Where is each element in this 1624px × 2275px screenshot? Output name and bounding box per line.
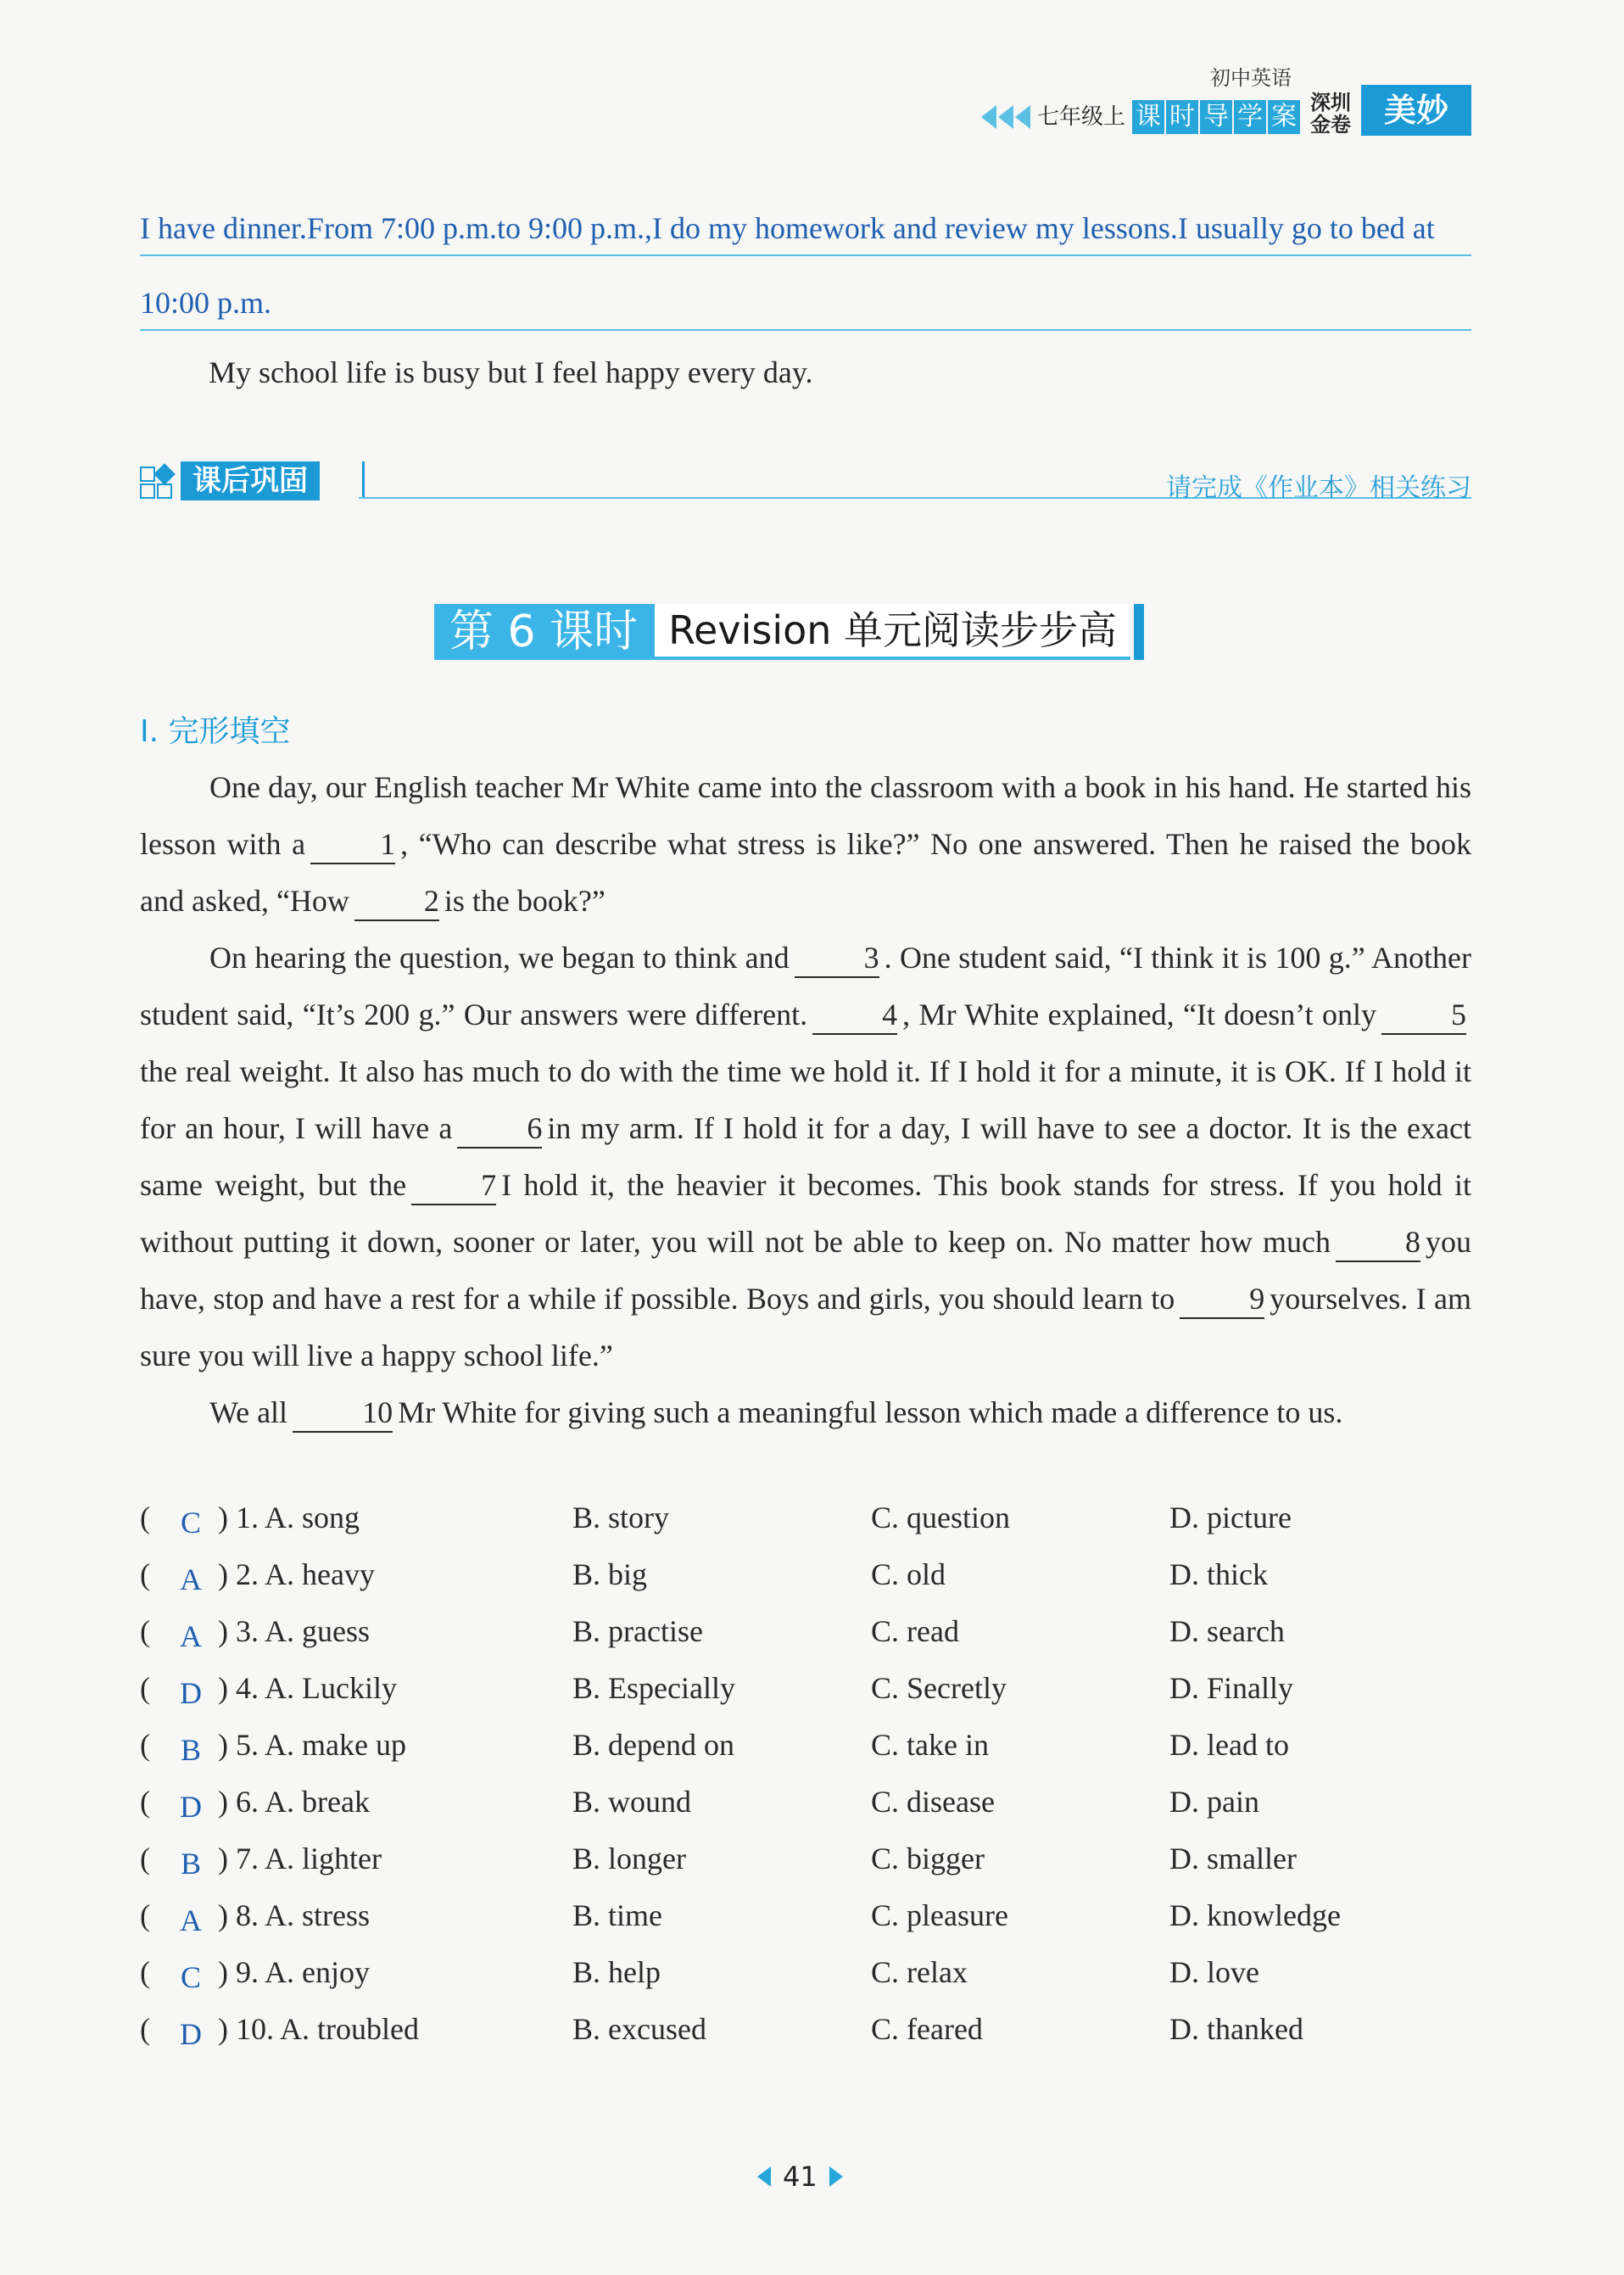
open-paren: ( (140, 1842, 150, 1875)
option-c: C. question (871, 1501, 1011, 1534)
header-arrows-icon (981, 105, 1030, 129)
lesson-number: 第 6 课时 (434, 604, 655, 660)
option-c: C. Secretly (871, 1671, 1007, 1705)
lesson-name: Revision 单元阅读步步高 (655, 604, 1130, 660)
question-row (140, 1720, 1497, 1777)
blank: 5 (1381, 996, 1466, 1035)
question-row (140, 1493, 1497, 1550)
page-header (981, 66, 1471, 137)
series-char: 案 (1268, 100, 1300, 134)
passage-text: in my arm. If I hold it for a day, I will have to see a doctor. It is the exact same weight, but the (140, 1111, 1471, 1202)
passage-text: . One student said, “I think it is 100 g.” Another student said, “It’s 200 g.” Our answers were different. (140, 941, 1472, 1031)
option-a: ) 5. A. make up (218, 1728, 406, 1762)
passage-paragraph (140, 1384, 1471, 1441)
option-c: C. disease (871, 1785, 995, 1819)
answer-mark: C (180, 1960, 201, 1994)
city-label (1303, 92, 1358, 136)
city-line-2: 金卷 (1310, 113, 1351, 137)
option-b: B. Especially (572, 1671, 735, 1705)
blank: 1 (310, 825, 395, 864)
open-paren: ( (140, 1955, 150, 1989)
option-d: D. lead to (1169, 1728, 1289, 1762)
passage-text: is the book?” (444, 884, 606, 918)
question-row (140, 1663, 1497, 1720)
open-paren: ( (140, 1898, 150, 1932)
option-a: ) 4. A. Luckily (218, 1671, 397, 1705)
open-paren: ( (140, 1501, 150, 1534)
option-d: D. knowledge (1169, 1898, 1341, 1932)
option-d: D. thanked (1169, 2012, 1303, 2046)
option-c: C. read (871, 1614, 959, 1648)
option-d: D. love (1169, 1955, 1259, 1989)
blank: 4 (812, 996, 897, 1035)
answer-mark: A (180, 1619, 202, 1653)
option-b: B. help (572, 1955, 661, 1989)
option-b: B. wound (572, 1785, 692, 1819)
page-number-text: 41 (783, 2160, 818, 2193)
prev-page-icon (757, 2166, 771, 2187)
blank: 8 (1336, 1223, 1420, 1262)
section-divider (362, 461, 365, 499)
passage-text: , Mr White explained, “It doesn’t only (902, 998, 1377, 1031)
option-b: B. excused (572, 2012, 706, 2046)
exercise-heading: I. 完形填空 (140, 714, 291, 749)
options-list (140, 1493, 1497, 2061)
option-a: ) 3. A. guess (218, 1614, 370, 1648)
city-line-1: 深圳 (1310, 91, 1351, 115)
question-row (140, 1834, 1497, 1891)
answer-mark: A (180, 1903, 202, 1937)
passage-paragraph (140, 759, 1471, 930)
option-a: ) 8. A. stress (218, 1898, 370, 1932)
lesson-title (434, 604, 1144, 660)
passage-text: I hold it, the heavier it becomes. This book stands for stress. If you hold it without putting it down, sooner or later, you will not be able to keep on. No matter how much (140, 1168, 1471, 1259)
passage-text: you have, stop and have a rest for a while if possible. Boys and girls, you should learn to (140, 1225, 1471, 1316)
option-d: D. search (1169, 1614, 1285, 1648)
option-a: ) 2. A. heavy (218, 1557, 375, 1591)
passage-text: We all (209, 1395, 288, 1429)
lesson-end-bar (1134, 604, 1144, 660)
question-row (140, 1777, 1497, 1834)
closing-sentence: My school life is busy but I feel happy every day. (209, 355, 813, 389)
question-row (140, 1891, 1497, 1948)
answer-mark: B (180, 1733, 201, 1767)
option-b: B. longer (572, 1842, 686, 1875)
option-c: C. bigger (871, 1842, 985, 1875)
open-paren: ( (140, 1671, 150, 1705)
answer-mark: A (180, 1562, 202, 1596)
city-stack (1210, 66, 1358, 137)
option-b: B. story (572, 1501, 670, 1534)
option-b: B. time (572, 1898, 662, 1932)
open-paren: ( (140, 1557, 150, 1591)
blank: 9 (1180, 1280, 1264, 1319)
option-a: ) 7. A. lighter (218, 1842, 382, 1875)
option-d: D. Finally (1169, 1671, 1294, 1705)
option-a: ) 10. A. troubled (218, 2012, 419, 2046)
blank: 3 (795, 939, 879, 978)
grade-label: 七年级上 (1036, 104, 1125, 130)
option-b: B. practise (572, 1614, 703, 1648)
option-c: C. feared (871, 2012, 983, 2046)
section-note: 请完成《作业本》相关练习 (1166, 473, 1471, 503)
section-bar (140, 458, 1471, 504)
answer-mark: D (180, 1676, 202, 1710)
passage-text: , “Who can describe what stress is like?” No one answered. Then he raised the book and asked, “How (140, 827, 1472, 918)
passage-paragraph (140, 930, 1471, 1384)
subject-label: 初中英语 (1210, 66, 1292, 90)
option-a: ) 9. A. enjoy (218, 1955, 370, 1989)
answer-mark: C (180, 1506, 201, 1540)
option-d: D. pain (1169, 1785, 1259, 1819)
answer-mark: D (180, 1790, 202, 1824)
question-row (140, 2004, 1497, 2061)
blank: 7 (411, 1166, 496, 1205)
passage-text: yourselves. I am sure you will live a happy school life.” (140, 1282, 1471, 1372)
open-paren: ( (140, 1728, 150, 1762)
blank: 10 (293, 1394, 393, 1433)
option-a: ) 1. A. song (218, 1501, 360, 1534)
series-char: 导 (1200, 100, 1232, 134)
option-c: C. relax (871, 1955, 968, 1989)
section-tag: 课后巩固 (181, 461, 320, 500)
series-char: 课 (1132, 100, 1164, 134)
blank: 6 (457, 1110, 542, 1149)
answer-line-2: 10:00 p.m. (140, 285, 1471, 331)
page-number (757, 2160, 843, 2193)
passage-text: Mr White for giving such a meaningful lesson which made a difference to us. (398, 1395, 1343, 1429)
brand-logo: 美妙 (1361, 85, 1471, 136)
blank: 2 (354, 882, 439, 921)
series-title (1132, 100, 1302, 134)
option-c: C. take in (871, 1728, 989, 1762)
answer-mark: D (180, 2017, 202, 2051)
cloze-passage (140, 759, 1471, 1441)
question-row (140, 1550, 1497, 1607)
option-d: D. smaller (1169, 1842, 1297, 1875)
series-char: 学 (1234, 100, 1266, 134)
answer-line-1: I have dinner.From 7:00 p.m.to 9:00 p.m.,I do my homework and review my lessons.I usually go to bed at (140, 210, 1471, 256)
answer-mark: B (180, 1847, 201, 1881)
option-b: B. big (572, 1557, 648, 1591)
question-row (140, 1607, 1497, 1663)
grid-icon (140, 467, 174, 500)
series-char: 时 (1166, 100, 1198, 134)
option-c: C. pleasure (871, 1898, 1008, 1932)
open-paren: ( (140, 2012, 150, 2046)
next-page-icon (829, 2166, 843, 2187)
open-paren: ( (140, 1614, 150, 1648)
option-c: C. old (871, 1557, 946, 1591)
option-a: ) 6. A. break (218, 1785, 370, 1819)
passage-text: One day, our English teacher Mr White came into the classroom with a book in his hand. He started his lesson with a (140, 770, 1471, 861)
option-b: B. depend on (572, 1728, 734, 1762)
passage-text: the real weight. It also has much to do with the time we hold it. If I hold it for a minute, it is OK. If I hold it for an hour, I will have a (140, 1054, 1471, 1145)
open-paren: ( (140, 1785, 150, 1819)
option-d: D. thick (1169, 1557, 1268, 1591)
option-d: D. picture (1169, 1501, 1292, 1534)
question-row (140, 1948, 1497, 2004)
passage-text: On hearing the question, we began to think and (209, 941, 790, 975)
